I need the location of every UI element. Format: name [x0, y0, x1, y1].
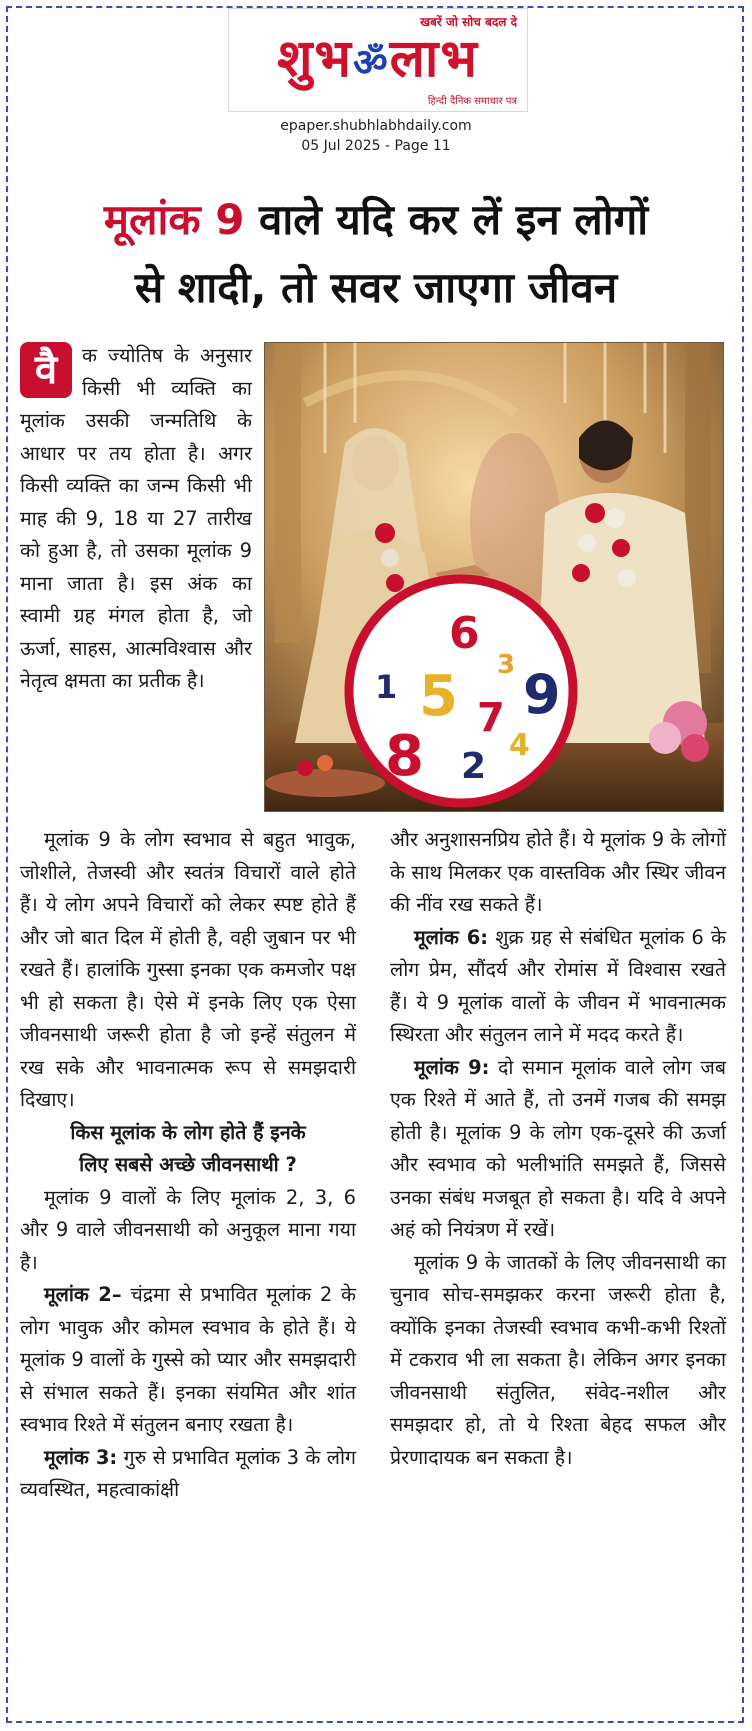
article-mulank-2	[20, 1279, 356, 1442]
numeral-1: 1	[375, 668, 398, 706]
numeral-3: 3	[497, 650, 516, 680]
numeral-7: 7	[477, 695, 505, 741]
masthead-tagline: खबरें जो सोच बदल दे	[420, 15, 517, 29]
numeral-6: 6	[449, 608, 480, 659]
masthead-name-right: लाभ	[389, 28, 479, 89]
headline-line-1	[24, 186, 728, 254]
article-intro-block	[20, 340, 252, 698]
article-left-column	[20, 824, 356, 1507]
article-mulank-9	[390, 1052, 726, 1247]
masthead-subtitle: हिन्दी दैनिक समाचार पत्र	[427, 96, 517, 107]
article-para-3: मूलांक 9 वालों के लिए मूलांक 2, 3, 6 और 9 वाले जीवनसाथी को अनुकूल माना गया है।	[20, 1185, 356, 1274]
headline	[24, 186, 728, 322]
numeral-4: 4	[509, 728, 530, 763]
mulank-6-label: मूलांक 6:	[414, 925, 489, 949]
article-intro-text: क ज्योतिष के अनुसार किसी भी व्यक्ति का मूलांक उसकी जन्मतिथि के आधार पर तय होता है। अगर किसी व्यक्ति का जन्म किसी भी माह की 9, 18 या 27 तारीख को हुआ है, तो उसका मूलांक 9 माना जाता है। इस अंक का स्वामी ग्रह मंगल होता है, जो ऊर्जा, साहस, आत्मविश्वास और नेतृत्व क्षमता का प्रतीक है।	[20, 344, 252, 692]
headline-red-part: मूलांक 9	[103, 195, 245, 244]
dropcap: वै	[20, 342, 72, 398]
article-mulank-6	[390, 922, 726, 1052]
masthead-name	[229, 29, 527, 93]
article-right-column	[390, 824, 726, 1474]
numeral-9: 9	[523, 663, 561, 726]
numeral-5: 5	[419, 664, 458, 729]
source-date-page: 05 Jul 2025 - Page 11	[301, 138, 451, 154]
article-intro	[20, 340, 252, 698]
mulank-9-text: दो समान मूलांक वाले लोग जब एक रिश्ते में आते हैं, तो उनमें गजब की समझ होती है। मूलांक 9 के लोग एक-दूसरे की ऊर्जा और स्वभाव को भलीभांति समझते हैं, जिससे उनका संबंध मजबूत हो सकता है। यदि वे अपने अहं को नियंत्रण में रखें।	[390, 1055, 726, 1241]
mulank-3-label: मूलांक 3:	[44, 1445, 118, 1469]
masthead-name-left: शुभ	[277, 28, 353, 89]
headline-line-1-rest: वाले यदि कर लें इन लोगों	[244, 195, 649, 244]
mulank-2-text: चंद्रमा से प्रभावित मूलांक 2 के लोग भावुक और कोमल स्वभाव के होते हैं। ये मूलांक 9 वालों के गुस्से को प्यार और समझदारी से संभाल सकते हैं। इनका संयमित और शांत स्वभाव रिश्ते में संतुलन बनाए रखता है।	[20, 1283, 356, 1436]
ganesha-icon: ॐ	[352, 39, 390, 85]
article-mulank-3-cont: और अनुशासनप्रिय होते हैं। ये मूलांक 9 के लोगों के साथ मिलकर एक वास्तविक और स्थिर जीवन की नींव रख सकते हैं।	[390, 828, 726, 916]
article-closing: मूलांक 9 के जातकों के लिए जीवनसाथी का चुनाव सोच-समझकर करना जरूरी होता है, क्योंकि इनका तेजस्वी स्वभाव कभी-कभी रिश्तों में टकराव भी ला सकता है। लेकिन अगर इनका जीवनसाथी संतुलित, संवेद-नशील और समझदार हो, तो ये रिश्ता बेहद सफल और प्रेरणादायक बन सकता है।	[390, 1250, 726, 1469]
subhead-line-2: लिए सबसे अच्छे जीवनसाथी ?	[79, 1153, 297, 1176]
numeral-2: 2	[461, 746, 487, 787]
subhead-line-1: किस मूलांक के लोग होते हैं इनके	[70, 1120, 306, 1144]
wedding-photo	[264, 342, 724, 812]
mulank-9-label: मूलांक 9:	[414, 1055, 490, 1079]
headline-line-2: से शादी, तो सवर जाएगा जीवन	[134, 263, 618, 312]
source-url: epaper.shubhlabhdaily.com	[280, 118, 472, 134]
subhead	[20, 1117, 356, 1182]
mulank-2-label: मूलांक 2–	[44, 1283, 122, 1306]
mulank-6-text: शुक्र ग्रह से संबंधित मूलांक 6 के लोग प्रेम, सौंदर्य और रोमांस में विश्वास रखते हैं। ये 9 मूलांक वालों के जीवन में भावनात्मक स्थिरता और संतुलन लाने में मदद करते हैं।	[390, 925, 726, 1046]
masthead-logo	[228, 8, 528, 112]
mulank-3-text: गुरु से प्रभावित मूलांक 3 के लोग व्यवस्थित, महत्वाकांक्षी	[20, 1445, 356, 1501]
article-mulank-3	[20, 1442, 356, 1507]
numeral-8: 8	[385, 724, 424, 789]
article-para-2: मूलांक 9 के लोग स्वभाव से बहुत भावुक, जोशीले, तेजस्वी और स्वतंत्र विचारों वाले होते हैं। ये लोग अपने विचारों को लेकर स्पष्ट होते हैं और जो बात दिल में होती है, वही जुबान पर भी रखते हैं। हालांकि गुस्सा इनका एक कमजोर पक्ष भी हो सकता है। ऐसे में इनके लिए एक ऐसा जीवनसाथी जरूरी होता है जो इन्हें संतुलन में रख सके और भावनात्मक रूप से समझदारी दिखाए।	[20, 828, 356, 1111]
